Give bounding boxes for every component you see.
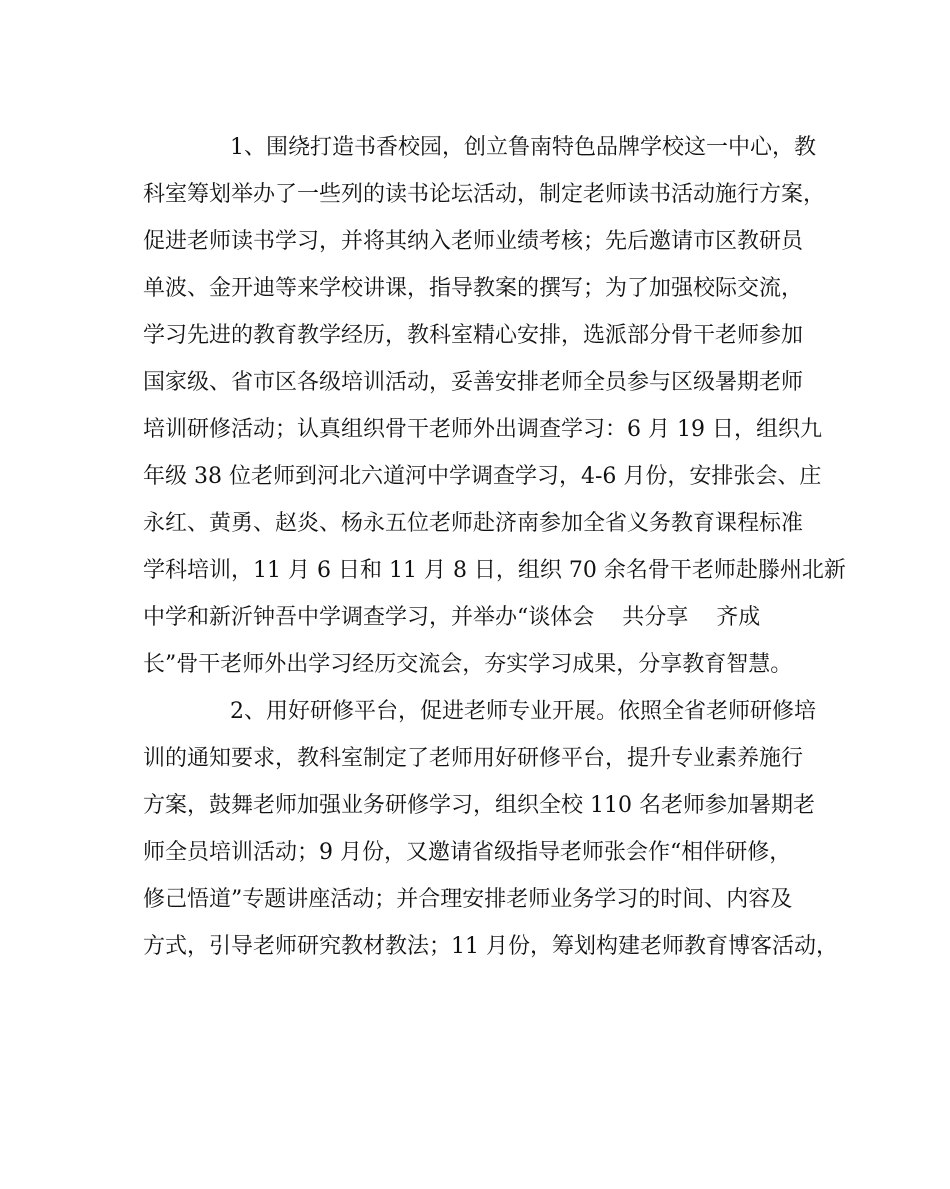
paragraph-1-line-9: 永红、黄勇、赵炎、杨永五位老师赴济南参加全省义务教育课程标准 [143,511,804,536]
paragraph-2-line-1: 2、用好研修平台，促进老师专业开展。依照全省老师研修培 [230,699,816,724]
paragraph-1-line-11: 中学和新沂钟吾中学调查学习，并举办“谈体会 共分享 齐成 [143,605,761,630]
paragraph-1-line-6: 国家级、省市区各级培训活动，妥善安排老师全员参与区级暑期老师 [143,370,804,395]
paragraph-1-line-7: 培训研修活动；认真组织骨干老师外出调查学习：6 月 19 日，组织九 [143,417,822,442]
paragraph-1-line-1: 1、围绕打造书香校园，创立鲁南特色品牌学校这一中心，教 [230,135,816,160]
paragraph-1-line-10: 学科培训，11 月 6 日和 11 月 8 日，组织 70 余名骨干老师赴滕州北新 [143,558,846,583]
paragraph-2-line-3: 方案，鼓舞老师加强业务研修学习，组织全校 110 名老师参加暑期老 [143,793,815,818]
paragraph-1-line-4: 单波、金开迪等来学校讲课，指导教案的撰写；为了加强校际交流， [143,276,804,301]
paragraph-1-line-5: 学习先进的教育教学经历，教科室精心安排，选派部分骨干老师参加 [143,323,804,348]
paragraph-2-line-4: 师全员培训活动；9 月份，又邀请省级指导老师张会作“相伴研修， [143,840,792,865]
paragraph-2-line-6: 方式，引导老师研究教材教法；11 月份，筹划构建老师教育博客活动， [143,934,838,959]
paragraph-1-line-8: 年级 38 位老师到河北六道河中学调查学习，4-6 月份，安排张会、庄 [143,464,822,489]
paragraph-1-line-12: 长”骨干老师外出学习经历交流会，夯实学习成果，分享教育智慧。 [143,652,793,677]
paragraph-1-line-3: 促进老师读书学习，并将其纳入老师业绩考核；先后邀请市区教研员 [143,229,804,254]
paragraph-2-line-2: 训的通知要求，教科室制定了老师用好研修平台，提升专业素养施行 [143,746,804,771]
paragraph-2-line-5: 修己悟道”专题讲座活动；并合理安排老师业务学习的时间、内容及 [143,887,793,912]
paragraph-1-line-2: 科室筹划举办了一些列的读书论坛活动，制定老师读书活动施行方案， [143,182,826,207]
